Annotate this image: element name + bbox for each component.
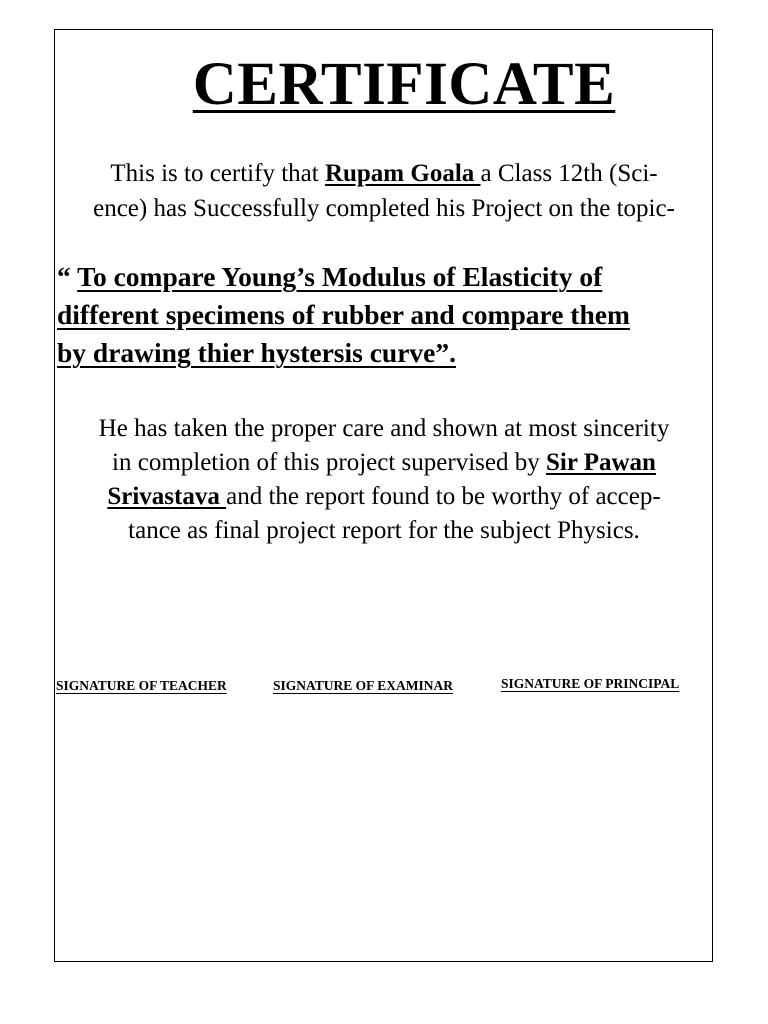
intro-line-1 — [56, 156, 712, 191]
intro-text-before-name: This is to certify that — [110, 160, 325, 187]
certificate-title — [0, 50, 768, 120]
topic-text-2: different specimens of rubber and compare them — [57, 299, 630, 330]
student-name: Rupam Goala — [324, 160, 481, 187]
body-line-1: He has taken the proper care and shown at most sincerity — [98, 415, 670, 442]
supervisor-name-part1: Sir Pawan — [545, 449, 656, 476]
body-line-3 — [56, 480, 712, 514]
project-topic — [57, 258, 717, 372]
certificate-body — [56, 412, 712, 548]
body-line-4: tance as final project report for the subject Physics. — [128, 517, 640, 544]
topic-text-1: To compare Young’s Modulus of Elasticity of — [77, 261, 603, 292]
certificate-intro — [56, 156, 712, 226]
intro-line-2: ence) has Successfully completed his Project on the topic- — [93, 195, 675, 222]
body-text-before-supervisor: in completion of this project supervised by — [112, 449, 546, 476]
intro-text-after-name: a Class 12th (Sci- — [480, 160, 658, 187]
body-text-after-supervisor: and the report found to be worthy of accep- — [226, 483, 661, 510]
certificate-title-text: CERTIFICATE — [192, 51, 616, 118]
topic-text-3: by drawing thier hystersis curve”. — [57, 337, 456, 368]
signature-teacher-label: SIGNATURE OF TEACHER — [56, 678, 227, 693]
signature-examiner-label: SIGNATURE OF EXAMINAR — [273, 678, 454, 693]
topic-open-quote: “ — [57, 261, 78, 292]
body-line-2 — [56, 446, 712, 480]
signature-principal-label: SIGNATURE OF PRINCIPAL — [501, 676, 680, 691]
supervisor-name-part2: Srivastava — [107, 483, 227, 510]
topic-line-1 — [57, 258, 717, 296]
